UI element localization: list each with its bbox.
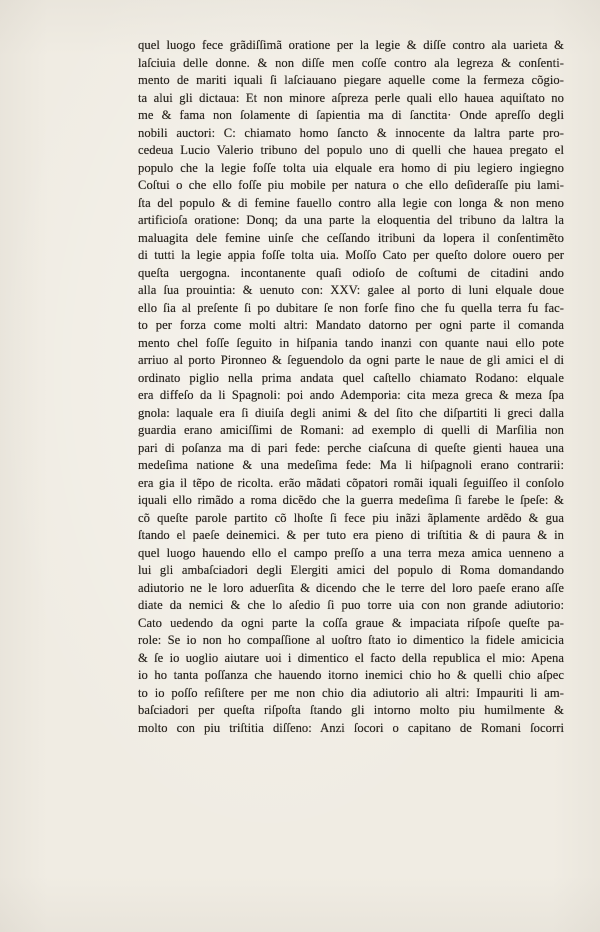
text-line: mento chel foſſe ſeguito in hiſpania tando inanzi con quante naui ello pote	[138, 335, 564, 350]
text-line: adiutorio ne le loro aduerſita & dicendo che le terre del loro paeſe erano aſſe	[138, 580, 564, 595]
text-line: ello ſia al preſente ſi po dubitare ſe non forſe fino che fu quella terra fu fac-	[138, 300, 564, 315]
text-line: gnola: laquale era ſi diuiſa degli animi & del ſito che diſpartiti li greci dalla	[138, 405, 564, 420]
text-line: diate da nemici & che lo aſedio ſi puo torre uia con non grande adiutorio:	[138, 598, 564, 612]
text-line: me & fama non ſolamente di ſapientia ma di ſanctita· Onde apreſſo degli	[138, 108, 564, 122]
text-line: baſciadori per queſta riſpoſta ſtando gli intorno molto piu humilmente &	[138, 703, 564, 717]
text-line: medeſima natione & una medeſima fede: Ma li hiſpagnoli erano contrarii:	[138, 458, 564, 472]
text-line: era diffeſo da li Spagnoli: poi ando Ademporia: cita meza greca & meza ſpa	[138, 388, 564, 402]
text-line: pari di poſanza ma di pari fede: perche ciaſcuna di queſte gienti hauea una	[138, 440, 564, 455]
text-line: di tutti la legie appia foſſe tolta uia. Moſſo Cato per queſto dolore ouero per	[138, 248, 564, 262]
text-line: populo che la legie foſſe tolta uia elquale era homo di piu legiero ingiegno	[138, 160, 564, 175]
text-line: iquali ello rimãdo a roma dicẽdo che la guerra medeſima ſi farebe le ſpeſe: &	[138, 493, 564, 507]
text-line: guardia erano amiciſſimi de Romani: ad exemplo di quelli di Marſilia non	[138, 423, 564, 437]
text-line: arriuo al porto Pironneo & ſeguendolo da ogni parte le naue de gli amici el di	[138, 353, 564, 367]
text-line: ordinato piglio nella prima andata quel caſtello chiamato Rodano: elquale	[138, 370, 564, 385]
text-line: & ſe io uoglio aiutare uoi i dimentico el facto della republica el mio: Apena	[138, 650, 564, 665]
text-line: ſtando el paeſe deinemici. & per tuto era pieno di triſtitia & di paura & in	[138, 528, 564, 542]
text-line: to per forza come molti altri: Mandato datorno per ogni parte il comanda	[138, 318, 564, 332]
text-line: era gia il tẽpo de ricolta. erão mãdati cõpatori romãi iquali ſeguiſſeo il conſolo	[138, 475, 564, 490]
text-line: Coſtui o che ello foſſe piu mobile per natura o che ello deſideraſſe piu lami-	[138, 178, 564, 192]
text-line: cedeua Lucio Valerio tribuno del populo uno di quelli che hauea pregato el	[138, 143, 564, 157]
text-line: molto con piu triſtitia diſſeno: Anzi ſocori o capitano de Romani ſocorri	[138, 720, 564, 735]
text-line: alla ſua prouintia: & uenuto con: XXV: galee al porto di luni elquale doue	[138, 283, 564, 297]
text-line: io ho tanta poſſanza che hauendo itorno inemici chio ho & quelli chio aſpec	[138, 668, 564, 682]
text-line: maluagita dele femine uinſe che ceſſando itribuni da lopera il conſentimẽto	[138, 230, 564, 245]
text-line: lui gli ambaſciadori degli Elergiti amici del populo di Roma domandando	[138, 563, 564, 577]
text-line: quel luogo fece grãdiſſimã oratione per la legie & diſſe contro ala uarieta &	[138, 38, 564, 52]
text-line: Cato uedendo da ogni parte la coſſa graue & impaciata riſpoſe queſte pa-	[138, 615, 564, 630]
text-block	[138, 37, 566, 737]
text-line: quel luogo hauendo ello el campo preſſo a una terra meza amica uenneno a	[138, 545, 564, 560]
text-line: queſta uergogna. incontanente quaſi odioſo de coſtumi de citadini ando	[138, 265, 564, 280]
text-line: artificioſa oratione: Donq; da una parte la eloquentia del tribuno da laltra la	[138, 213, 564, 227]
text-line: ſta del populo & di femine fauello contro alla legie con longa & non meno	[138, 195, 564, 210]
text-line: laſciuia delle donne. & non diſſe men coſſe contro ala legreza & conſenti-	[138, 55, 564, 70]
text-line: to io poſſo reſiſtere per me non chio dia adiutorio ali altri: Impauriti li am-	[138, 685, 564, 700]
text-line: mento de mariti iquali ſi laſciauano piegare aquelle come la fermeza cõgio-	[138, 73, 564, 87]
text-line: ta alui gli dictaua: Et non minore aſpreza perle quali ello hauea aquiſtato no	[138, 90, 564, 105]
text-line: nobili auctori: C: chiamato homo ſancto & innocente da laltra parte pro-	[138, 125, 564, 140]
text-line: cõ queſte parole partito cõ lhoſte ſi fece piu inãzi ãplamente ardẽdo & gua	[138, 510, 564, 525]
text-line: role: Se io non ho compaſſione al uoſtro ſtato io dimentico la fidele amicicia	[138, 633, 564, 647]
